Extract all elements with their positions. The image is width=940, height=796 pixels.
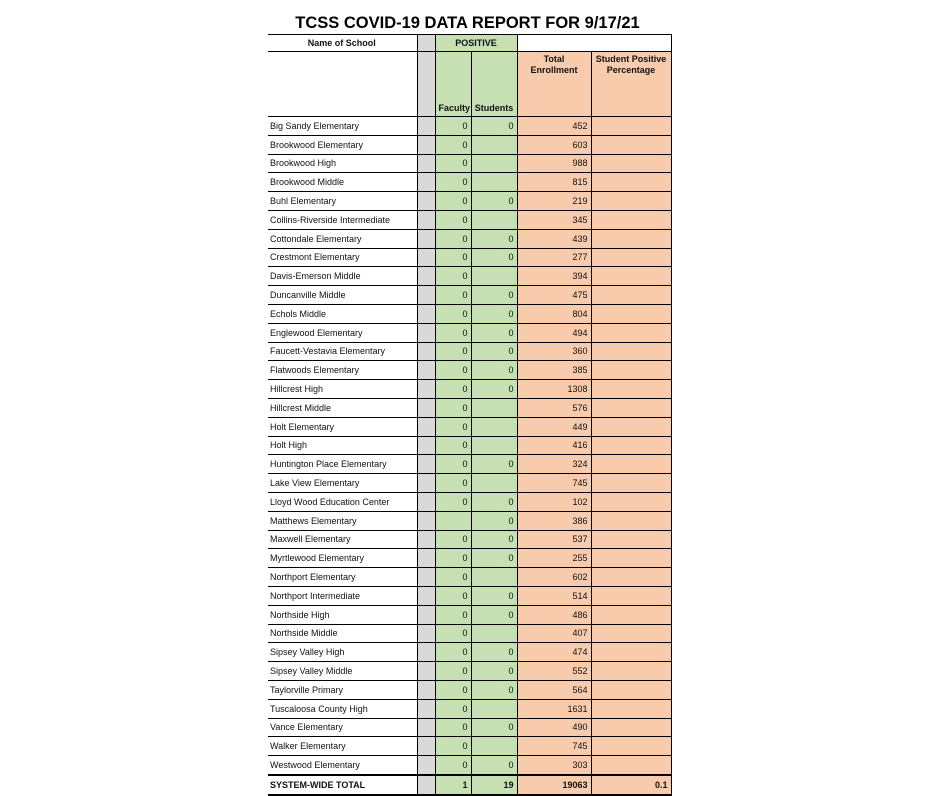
students-cell: 0 bbox=[471, 361, 517, 380]
gap-cell bbox=[417, 530, 435, 549]
total-enrollment-cell: 439 bbox=[517, 229, 591, 248]
table-row bbox=[268, 117, 671, 136]
student-positive-pct-cell bbox=[591, 568, 671, 587]
student-positive-pct-cell bbox=[591, 605, 671, 624]
student-positive-pct-cell bbox=[591, 662, 671, 681]
students-cell: 0 bbox=[471, 286, 517, 305]
school-name-cell: Maxwell Elementary bbox=[268, 530, 417, 549]
students-cell bbox=[471, 624, 517, 643]
school-name-cell: Echols Middle bbox=[268, 304, 417, 323]
table-row bbox=[268, 210, 671, 229]
faculty-cell: 0 bbox=[435, 380, 471, 399]
total-gap-cell bbox=[417, 775, 435, 795]
gap-cell bbox=[417, 568, 435, 587]
faculty-cell: 0 bbox=[435, 530, 471, 549]
gap-cell bbox=[417, 436, 435, 455]
students-cell bbox=[471, 173, 517, 192]
report-table bbox=[268, 34, 672, 796]
table-row bbox=[268, 662, 671, 681]
gap-cell bbox=[417, 173, 435, 192]
header-gap-cell bbox=[417, 52, 435, 117]
faculty-cell: 0 bbox=[435, 474, 471, 493]
gap-cell bbox=[417, 229, 435, 248]
students-cell bbox=[471, 568, 517, 587]
gap-cell bbox=[417, 323, 435, 342]
students-cell: 0 bbox=[471, 662, 517, 681]
students-cell: 0 bbox=[471, 117, 517, 136]
table-row bbox=[268, 680, 671, 699]
faculty-cell: 0 bbox=[435, 718, 471, 737]
table-row bbox=[268, 530, 671, 549]
faculty-cell: 0 bbox=[435, 154, 471, 173]
header-total-line2: Enrollment bbox=[530, 65, 578, 75]
student-positive-pct-cell bbox=[591, 586, 671, 605]
students-cell: 0 bbox=[471, 756, 517, 775]
total-enrollment-cell: 1631 bbox=[517, 699, 591, 718]
gap-cell bbox=[417, 699, 435, 718]
faculty-cell: 0 bbox=[435, 756, 471, 775]
student-positive-pct-cell bbox=[591, 474, 671, 493]
faculty-cell: 0 bbox=[435, 662, 471, 681]
header-row-1 bbox=[268, 35, 671, 52]
gap-cell bbox=[417, 643, 435, 662]
students-cell: 0 bbox=[471, 248, 517, 267]
header-row-2 bbox=[268, 52, 671, 117]
faculty-cell: 0 bbox=[435, 455, 471, 474]
gap-cell bbox=[417, 135, 435, 154]
student-positive-pct-cell bbox=[591, 530, 671, 549]
student-positive-pct-cell bbox=[591, 680, 671, 699]
school-rows bbox=[268, 117, 671, 775]
faculty-cell: 0 bbox=[435, 699, 471, 718]
total-enrollment-cell: 360 bbox=[517, 342, 591, 361]
school-name-cell: Vance Elementary bbox=[268, 718, 417, 737]
school-name-cell: Brookwood High bbox=[268, 154, 417, 173]
student-positive-pct-cell bbox=[591, 436, 671, 455]
school-name-cell: Northside High bbox=[268, 605, 417, 624]
header-positive: POSITIVE bbox=[435, 35, 517, 52]
total-enrollment-cell: 514 bbox=[517, 586, 591, 605]
school-name-cell: Northport Intermediate bbox=[268, 586, 417, 605]
faculty-cell: 0 bbox=[435, 342, 471, 361]
table-row bbox=[268, 756, 671, 775]
faculty-cell: 0 bbox=[435, 229, 471, 248]
table-row bbox=[268, 267, 671, 286]
total-enrollment-cell: 452 bbox=[517, 117, 591, 136]
faculty-cell: 0 bbox=[435, 549, 471, 568]
total-enrollment-cell: 345 bbox=[517, 210, 591, 229]
gap-cell bbox=[417, 380, 435, 399]
header-pct-line2: Percentage bbox=[606, 65, 656, 75]
gap-cell bbox=[417, 455, 435, 474]
faculty-cell: 0 bbox=[435, 135, 471, 154]
school-name-cell: Faucett-Vestavia Elementary bbox=[268, 342, 417, 361]
students-cell: 0 bbox=[471, 304, 517, 323]
total-enrollment-cell: 394 bbox=[517, 267, 591, 286]
student-positive-pct-cell bbox=[591, 286, 671, 305]
student-positive-pct-cell bbox=[591, 643, 671, 662]
header-blank bbox=[517, 35, 671, 52]
covid-report bbox=[268, 12, 671, 796]
header-name-of-school: Name of School bbox=[268, 35, 417, 52]
total-enrollment-cell: 277 bbox=[517, 248, 591, 267]
school-name-cell: Hillcrest Middle bbox=[268, 398, 417, 417]
table-row bbox=[268, 474, 671, 493]
faculty-cell: 0 bbox=[435, 361, 471, 380]
school-name-cell: Collins-Riverside Intermediate bbox=[268, 210, 417, 229]
table-row bbox=[268, 342, 671, 361]
school-name-cell: Duncanville Middle bbox=[268, 286, 417, 305]
table-row bbox=[268, 417, 671, 436]
students-cell bbox=[471, 417, 517, 436]
table-row bbox=[268, 248, 671, 267]
total-enrollment: 19063 bbox=[517, 775, 591, 795]
faculty-cell: 0 bbox=[435, 492, 471, 511]
student-positive-pct-cell bbox=[591, 323, 671, 342]
student-positive-pct-cell bbox=[591, 417, 671, 436]
table-row bbox=[268, 398, 671, 417]
table-row bbox=[268, 492, 671, 511]
table-row bbox=[268, 586, 671, 605]
total-enrollment-cell: 490 bbox=[517, 718, 591, 737]
faculty-cell: 0 bbox=[435, 737, 471, 756]
students-cell bbox=[471, 474, 517, 493]
faculty-cell: 0 bbox=[435, 568, 471, 587]
total-enrollment-cell: 804 bbox=[517, 304, 591, 323]
school-name-cell: Huntington Place Elementary bbox=[268, 455, 417, 474]
table-row bbox=[268, 361, 671, 380]
gap-cell bbox=[417, 342, 435, 361]
gap-cell bbox=[417, 624, 435, 643]
student-positive-pct-cell bbox=[591, 229, 671, 248]
school-name-cell: Matthews Elementary bbox=[268, 511, 417, 530]
student-positive-pct-cell bbox=[591, 361, 671, 380]
total-faculty: 1 bbox=[435, 775, 471, 795]
table-row bbox=[268, 511, 671, 530]
faculty-cell: 0 bbox=[435, 286, 471, 305]
school-name-cell: Holt High bbox=[268, 436, 417, 455]
school-name-cell: Westwood Elementary bbox=[268, 756, 417, 775]
gap-cell bbox=[417, 248, 435, 267]
table-row bbox=[268, 323, 671, 342]
students-cell: 0 bbox=[471, 380, 517, 399]
students-cell: 0 bbox=[471, 455, 517, 474]
students-cell bbox=[471, 135, 517, 154]
total-enrollment-cell: 102 bbox=[517, 492, 591, 511]
students-cell bbox=[471, 436, 517, 455]
student-positive-pct-cell bbox=[591, 342, 671, 361]
school-name-cell: Flatwoods Elementary bbox=[268, 361, 417, 380]
gap-cell bbox=[417, 737, 435, 756]
total-enrollment-cell: 603 bbox=[517, 135, 591, 154]
school-name-cell: Cottondale Elementary bbox=[268, 229, 417, 248]
faculty-cell: 0 bbox=[435, 680, 471, 699]
school-name-cell: Northport Elementary bbox=[268, 568, 417, 587]
header-total-enrollment bbox=[517, 52, 591, 117]
total-enrollment-cell: 475 bbox=[517, 286, 591, 305]
total-enrollment-cell: 745 bbox=[517, 474, 591, 493]
total-enrollment-cell: 416 bbox=[517, 436, 591, 455]
student-positive-pct-cell bbox=[591, 304, 671, 323]
students-cell bbox=[471, 398, 517, 417]
school-name-cell: Taylorville Primary bbox=[268, 680, 417, 699]
header-name-blank bbox=[268, 52, 417, 117]
header-faculty: Faculty bbox=[435, 52, 471, 117]
faculty-cell: 0 bbox=[435, 624, 471, 643]
header-pct-line1: Student Positive bbox=[595, 54, 667, 64]
gap-cell bbox=[417, 417, 435, 436]
faculty-cell: 0 bbox=[435, 605, 471, 624]
students-cell: 0 bbox=[471, 549, 517, 568]
table-row bbox=[268, 699, 671, 718]
system-wide-total-row bbox=[268, 775, 671, 795]
total-percentage: 0.1 bbox=[591, 775, 671, 795]
table-row bbox=[268, 624, 671, 643]
students-cell: 0 bbox=[471, 492, 517, 511]
gap-cell bbox=[417, 662, 435, 681]
table-row bbox=[268, 229, 671, 248]
total-enrollment-cell: 494 bbox=[517, 323, 591, 342]
total-enrollment-cell: 386 bbox=[517, 511, 591, 530]
students-cell bbox=[471, 699, 517, 718]
school-name-cell: Myrtlewood Elementary bbox=[268, 549, 417, 568]
gap-cell bbox=[417, 511, 435, 530]
table-row bbox=[268, 380, 671, 399]
header-total-line1: Total bbox=[543, 54, 565, 64]
school-name-cell: Crestmont Elementary bbox=[268, 248, 417, 267]
school-name-cell: Northside Middle bbox=[268, 624, 417, 643]
school-name-cell: Walker Elementary bbox=[268, 737, 417, 756]
header-students: Students bbox=[471, 52, 517, 117]
total-enrollment-cell: 745 bbox=[517, 737, 591, 756]
student-positive-pct-cell bbox=[591, 718, 671, 737]
total-enrollment-cell: 324 bbox=[517, 455, 591, 474]
student-positive-pct-cell bbox=[591, 135, 671, 154]
gap-cell bbox=[417, 361, 435, 380]
gap-cell bbox=[417, 398, 435, 417]
students-cell bbox=[471, 154, 517, 173]
school-name-cell: Davis-Emerson Middle bbox=[268, 267, 417, 286]
table-row bbox=[268, 737, 671, 756]
gap-cell bbox=[417, 304, 435, 323]
school-name-cell: Englewood Elementary bbox=[268, 323, 417, 342]
student-positive-pct-cell bbox=[591, 455, 671, 474]
faculty-cell: 0 bbox=[435, 417, 471, 436]
faculty-cell: 0 bbox=[435, 210, 471, 229]
student-positive-pct-cell bbox=[591, 756, 671, 775]
student-positive-pct-cell bbox=[591, 192, 671, 211]
students-cell: 0 bbox=[471, 718, 517, 737]
students-cell: 0 bbox=[471, 511, 517, 530]
school-name-cell: Sipsey Valley High bbox=[268, 643, 417, 662]
student-positive-pct-cell bbox=[591, 549, 671, 568]
student-positive-pct-cell bbox=[591, 173, 671, 192]
gap-cell bbox=[417, 154, 435, 173]
table-row bbox=[268, 568, 671, 587]
faculty-cell: 0 bbox=[435, 267, 471, 286]
table-row bbox=[268, 192, 671, 211]
faculty-cell: 0 bbox=[435, 398, 471, 417]
table-row bbox=[268, 605, 671, 624]
total-enrollment-cell: 407 bbox=[517, 624, 591, 643]
table-row bbox=[268, 718, 671, 737]
gap-cell bbox=[417, 474, 435, 493]
header-gap-cell bbox=[417, 35, 435, 52]
student-positive-pct-cell bbox=[591, 624, 671, 643]
students-cell: 0 bbox=[471, 643, 517, 662]
total-enrollment-cell: 486 bbox=[517, 605, 591, 624]
school-name-cell: Brookwood Middle bbox=[268, 173, 417, 192]
student-positive-pct-cell bbox=[591, 699, 671, 718]
total-enrollment-cell: 815 bbox=[517, 173, 591, 192]
table-row bbox=[268, 173, 671, 192]
total-enrollment-cell: 564 bbox=[517, 680, 591, 699]
students-cell: 0 bbox=[471, 229, 517, 248]
table-row bbox=[268, 436, 671, 455]
faculty-cell bbox=[435, 511, 471, 530]
faculty-cell: 0 bbox=[435, 323, 471, 342]
gap-cell bbox=[417, 267, 435, 286]
student-positive-pct-cell bbox=[591, 737, 671, 756]
faculty-cell: 0 bbox=[435, 173, 471, 192]
school-name-cell: Holt Elementary bbox=[268, 417, 417, 436]
gap-cell bbox=[417, 756, 435, 775]
total-enrollment-cell: 303 bbox=[517, 756, 591, 775]
students-cell: 0 bbox=[471, 586, 517, 605]
total-enrollment-cell: 219 bbox=[517, 192, 591, 211]
total-enrollment-cell: 1308 bbox=[517, 380, 591, 399]
table-row bbox=[268, 304, 671, 323]
table-row bbox=[268, 154, 671, 173]
table-row bbox=[268, 135, 671, 154]
school-name-cell: Big Sandy Elementary bbox=[268, 117, 417, 136]
table-row bbox=[268, 286, 671, 305]
students-cell bbox=[471, 267, 517, 286]
student-positive-pct-cell bbox=[591, 398, 671, 417]
student-positive-pct-cell bbox=[591, 267, 671, 286]
school-name-cell: Sipsey Valley Middle bbox=[268, 662, 417, 681]
student-positive-pct-cell bbox=[591, 210, 671, 229]
table-row bbox=[268, 549, 671, 568]
table-row bbox=[268, 643, 671, 662]
total-label: SYSTEM-WIDE TOTAL bbox=[268, 775, 417, 795]
gap-cell bbox=[417, 492, 435, 511]
students-cell: 0 bbox=[471, 342, 517, 361]
students-cell bbox=[471, 737, 517, 756]
total-students: 19 bbox=[471, 775, 517, 795]
students-cell: 0 bbox=[471, 605, 517, 624]
gap-cell bbox=[417, 286, 435, 305]
total-enrollment-cell: 537 bbox=[517, 530, 591, 549]
faculty-cell: 0 bbox=[435, 436, 471, 455]
faculty-cell: 0 bbox=[435, 248, 471, 267]
students-cell: 0 bbox=[471, 323, 517, 342]
student-positive-pct-cell bbox=[591, 380, 671, 399]
header-student-positive-percentage bbox=[591, 52, 671, 117]
faculty-cell: 0 bbox=[435, 192, 471, 211]
student-positive-pct-cell bbox=[591, 511, 671, 530]
gap-cell bbox=[417, 210, 435, 229]
total-enrollment-cell: 449 bbox=[517, 417, 591, 436]
faculty-cell: 0 bbox=[435, 304, 471, 323]
student-positive-pct-cell bbox=[591, 117, 671, 136]
report-title: TCSS COVID-19 DATA REPORT FOR 9/17/21 bbox=[295, 14, 640, 32]
total-enrollment-cell: 474 bbox=[517, 643, 591, 662]
total-enrollment-cell: 255 bbox=[517, 549, 591, 568]
students-cell: 0 bbox=[471, 192, 517, 211]
faculty-cell: 0 bbox=[435, 643, 471, 662]
gap-cell bbox=[417, 680, 435, 699]
gap-cell bbox=[417, 192, 435, 211]
gap-cell bbox=[417, 605, 435, 624]
faculty-cell: 0 bbox=[435, 117, 471, 136]
school-name-cell: Tuscaloosa County High bbox=[268, 699, 417, 718]
gap-cell bbox=[417, 117, 435, 136]
school-name-cell: Hillcrest High bbox=[268, 380, 417, 399]
table-row bbox=[268, 455, 671, 474]
faculty-cell: 0 bbox=[435, 586, 471, 605]
gap-cell bbox=[417, 549, 435, 568]
school-name-cell: Lloyd Wood Education Center bbox=[268, 492, 417, 511]
total-enrollment-cell: 988 bbox=[517, 154, 591, 173]
students-cell: 0 bbox=[471, 530, 517, 549]
school-name-cell: Buhl Elementary bbox=[268, 192, 417, 211]
student-positive-pct-cell bbox=[591, 248, 671, 267]
total-enrollment-cell: 385 bbox=[517, 361, 591, 380]
student-positive-pct-cell bbox=[591, 492, 671, 511]
total-enrollment-cell: 576 bbox=[517, 398, 591, 417]
total-enrollment-cell: 602 bbox=[517, 568, 591, 587]
students-cell bbox=[471, 210, 517, 229]
school-name-cell: Lake View Elementary bbox=[268, 474, 417, 493]
total-enrollment-cell: 552 bbox=[517, 662, 591, 681]
school-name-cell: Brookwood Elementary bbox=[268, 135, 417, 154]
students-cell: 0 bbox=[471, 680, 517, 699]
gap-cell bbox=[417, 718, 435, 737]
gap-cell bbox=[417, 586, 435, 605]
student-positive-pct-cell bbox=[591, 154, 671, 173]
